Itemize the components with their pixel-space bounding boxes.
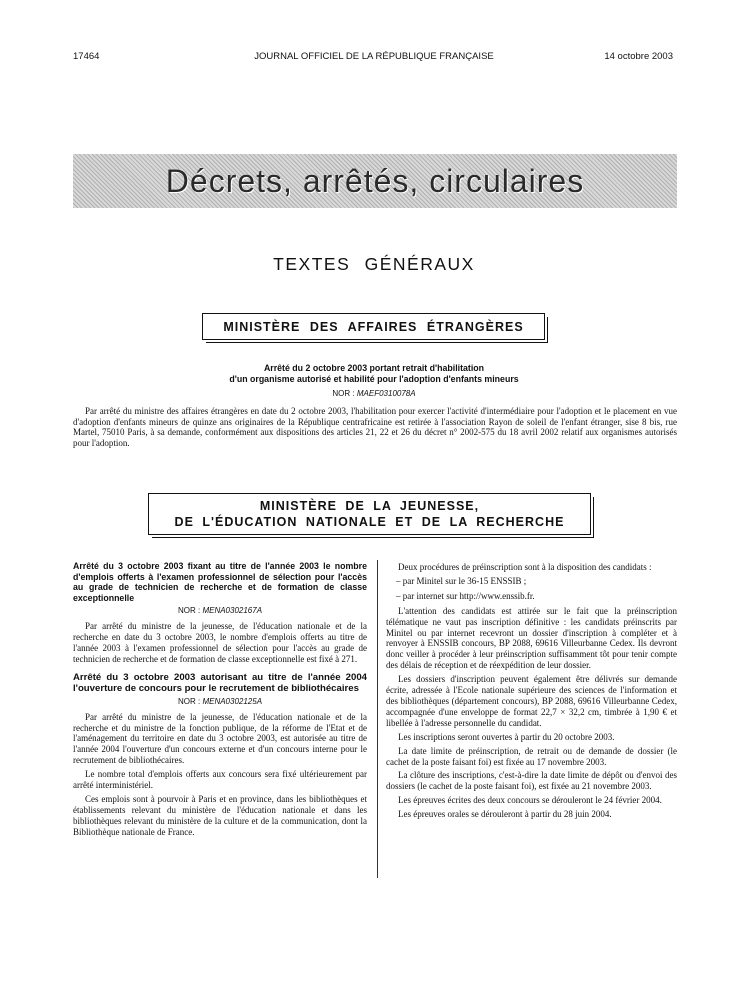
arrete-1-body — [73, 406, 677, 448]
right-paragraph-8: Les épreuves orales se dérouleront à partir du 28 juin 2004. — [398, 809, 612, 820]
right-paragraph-4: Les inscriptions seront ouvertes à partir du 20 octobre 2003. — [398, 731, 615, 742]
arrete-2-title: Arrêté du 3 octobre 2003 fixant au titre de l'année 2003 le nombre d'emplois offerts à l'examen professionnel de sélection pour l'accès au grade de technicien de recherche et de formation de classe exceptionnelle — [73, 561, 367, 603]
ministry-name-line2: DE L'ÉDUCATION NATIONALE ET DE LA RECHERCHE — [174, 515, 565, 529]
arrete-3-body — [73, 712, 367, 838]
page-number: 17464 — [73, 51, 100, 62]
list-item-minitel: – par Minitel sur le 36-15 ENSSIB ; — [396, 575, 527, 586]
ministry-box-youth-education — [148, 493, 591, 535]
nor-code: MENA0302125A — [202, 696, 263, 706]
nor-code: MAEF0310078A — [356, 389, 416, 398]
arrete-3-paragraph-2: Le nombre total d'emplois offerts aux concours sera fixé ultérieurement par arrêté interministériel. — [73, 769, 367, 791]
list-item-internet: – par internet sur http://www.enssib.fr. — [396, 590, 535, 601]
ministry-box-foreign-affairs — [202, 313, 545, 340]
nor-label: NOR : — [177, 606, 201, 615]
arrete-1-title-line1: Arrêté du 2 octobre 2003 portant retrait d'habilitation — [263, 363, 485, 373]
section-heading: TEXTES GÉNÉRAUX — [273, 254, 475, 274]
column-divider — [377, 560, 378, 878]
journal-title: JOURNAL OFFICIEL DE LA RÉPUBLIQUE FRANÇAISE — [254, 51, 494, 62]
issue-date: 14 octobre 2003 — [604, 51, 673, 62]
arrete-2-body — [73, 621, 367, 665]
arrete-2-nor — [73, 606, 367, 615]
arrete-2-paragraph: Par arrêté du ministre de la jeunesse, de l'éducation nationale et de la recherche en date du 3 octobre 2003, le nombre d'emplois offerts au titre de l'année 2003 à l'examen professionnel de sélection pour l'accès au grade de technicien de recherche et de formation de classe exceptionnelle est fixé à 271. — [73, 621, 367, 664]
right-paragraph-5: La date limite de préinscription, de retrait ou de demande de dossier (le cachet de la poste faisant foi) est fixée au 17 novembre 2003. — [386, 745, 677, 767]
right-paragraph-7: Les épreuves écrites des deux concours se dérouleront le 24 février 2004. — [398, 795, 662, 806]
arrete-1-paragraph: Par arrêté du ministre des affaires étrangères en date du 2 octobre 2003, l'habilitation pour exercer l'activité d'intermédiaire pour l'adoption et le placement en vue d'adoption d'enfants mineurs de quinze ans originaires de la République centrafricaine est retirée à l'association Rayon de soleil de l'enfant étranger, sise 8 bis, rue Martel, 75010 Paris, à sa demande, conformément aux dispositions des articles 21, 22 et 26 du décret n° 2002-575 du 18 avril 2002 relatif aux organismes autorisés pour l'adoption. — [73, 406, 677, 448]
arrete-3-nor — [73, 697, 367, 706]
ministry-name-line1: MINISTÈRE DE LA JEUNESSE, — [259, 499, 480, 513]
nor-label: NOR : — [177, 696, 201, 706]
banner-title: Décrets, arrêtés, circulaires — [165, 162, 585, 199]
right-column — [386, 562, 677, 823]
right-paragraph-2: L'attention des candidats est attirée sur le fait que la préinscription télématique ne vaut pas inscription définitive : les candidats préinscrits par Minitel ou par internet recevront un dossier d'inscription à compléter et à renvoyer à ENSSIB concours, BP 2088, 69616 Villeurbanne Cedex. Ils devront donc veiller à procéder à leur préinscription suffisamment tôt pour tenir compte des délais de réception et de réexpédition de leur dossier. — [386, 605, 677, 671]
right-paragraph-3: Les dossiers d'inscription peuvent également être délivrés sur demande écrite, adressée à l'Ecole nationale supérieure des sciences de l'information et des bibliothèques (département concours), BP 2088, 69616 Villeurbanne Cedex, accompagnée d'une enveloppe de format 22,7 × 32,2 cm, timbrée à 1,90 € et libellée à l'adresse personnelle du candidat. — [386, 674, 677, 728]
arrete-1-title-line2: d'un organisme autorisé et habilité pour l'adoption d'enfants mineurs — [229, 373, 519, 384]
left-column — [73, 561, 367, 841]
ministry-name: MINISTÈRE DES AFFAIRES ÉTRANGÈRES — [223, 319, 524, 334]
arrete-3-paragraph-1: Par arrêté du ministre de la jeunesse, de l'éducation nationale et de la recherche et du ministre de la fonction publique, de la réforme de l'Etat et de l'aménagement du territoire en date du 3 octobre 2003, est autorisée au titre de l'année 2004 l'ouverture d'un concours externe et d'un concours interne pour le recrutement de bibliothécaires. — [73, 711, 367, 766]
section-banner — [73, 154, 677, 208]
arrete-1-title — [0, 363, 748, 384]
arrete-3-title: Arrêté du 3 octobre 2003 autorisant au titre de l'année 2004 l'ouverture de concours pour le recrutement de bibliothécaires — [73, 671, 367, 694]
arrete-1-nor — [0, 389, 748, 398]
right-paragraph-6: La clôture des inscriptions, c'est-à-dire la date limite de dépôt ou d'envoi des dossiers (le cachet de la poste faisant foi), est fixée au 21 novembre 2003. — [386, 770, 677, 792]
arrete-3-paragraph-3: Ces emplois sont à pourvoir à Paris et en province, dans les bibliothèques et établissements relevant du ministère de l'éducation nationale et dans les bibliothèques relevant du ministère de la culture et de la communication, dont la Bibliothèque nationale de France. — [73, 793, 367, 837]
nor-code: MENA0302167A — [202, 606, 263, 615]
nor-label: NOR : — [332, 389, 355, 398]
right-paragraph-1: Deux procédures de préinscription sont à la disposition des candidats : — [398, 562, 652, 572]
